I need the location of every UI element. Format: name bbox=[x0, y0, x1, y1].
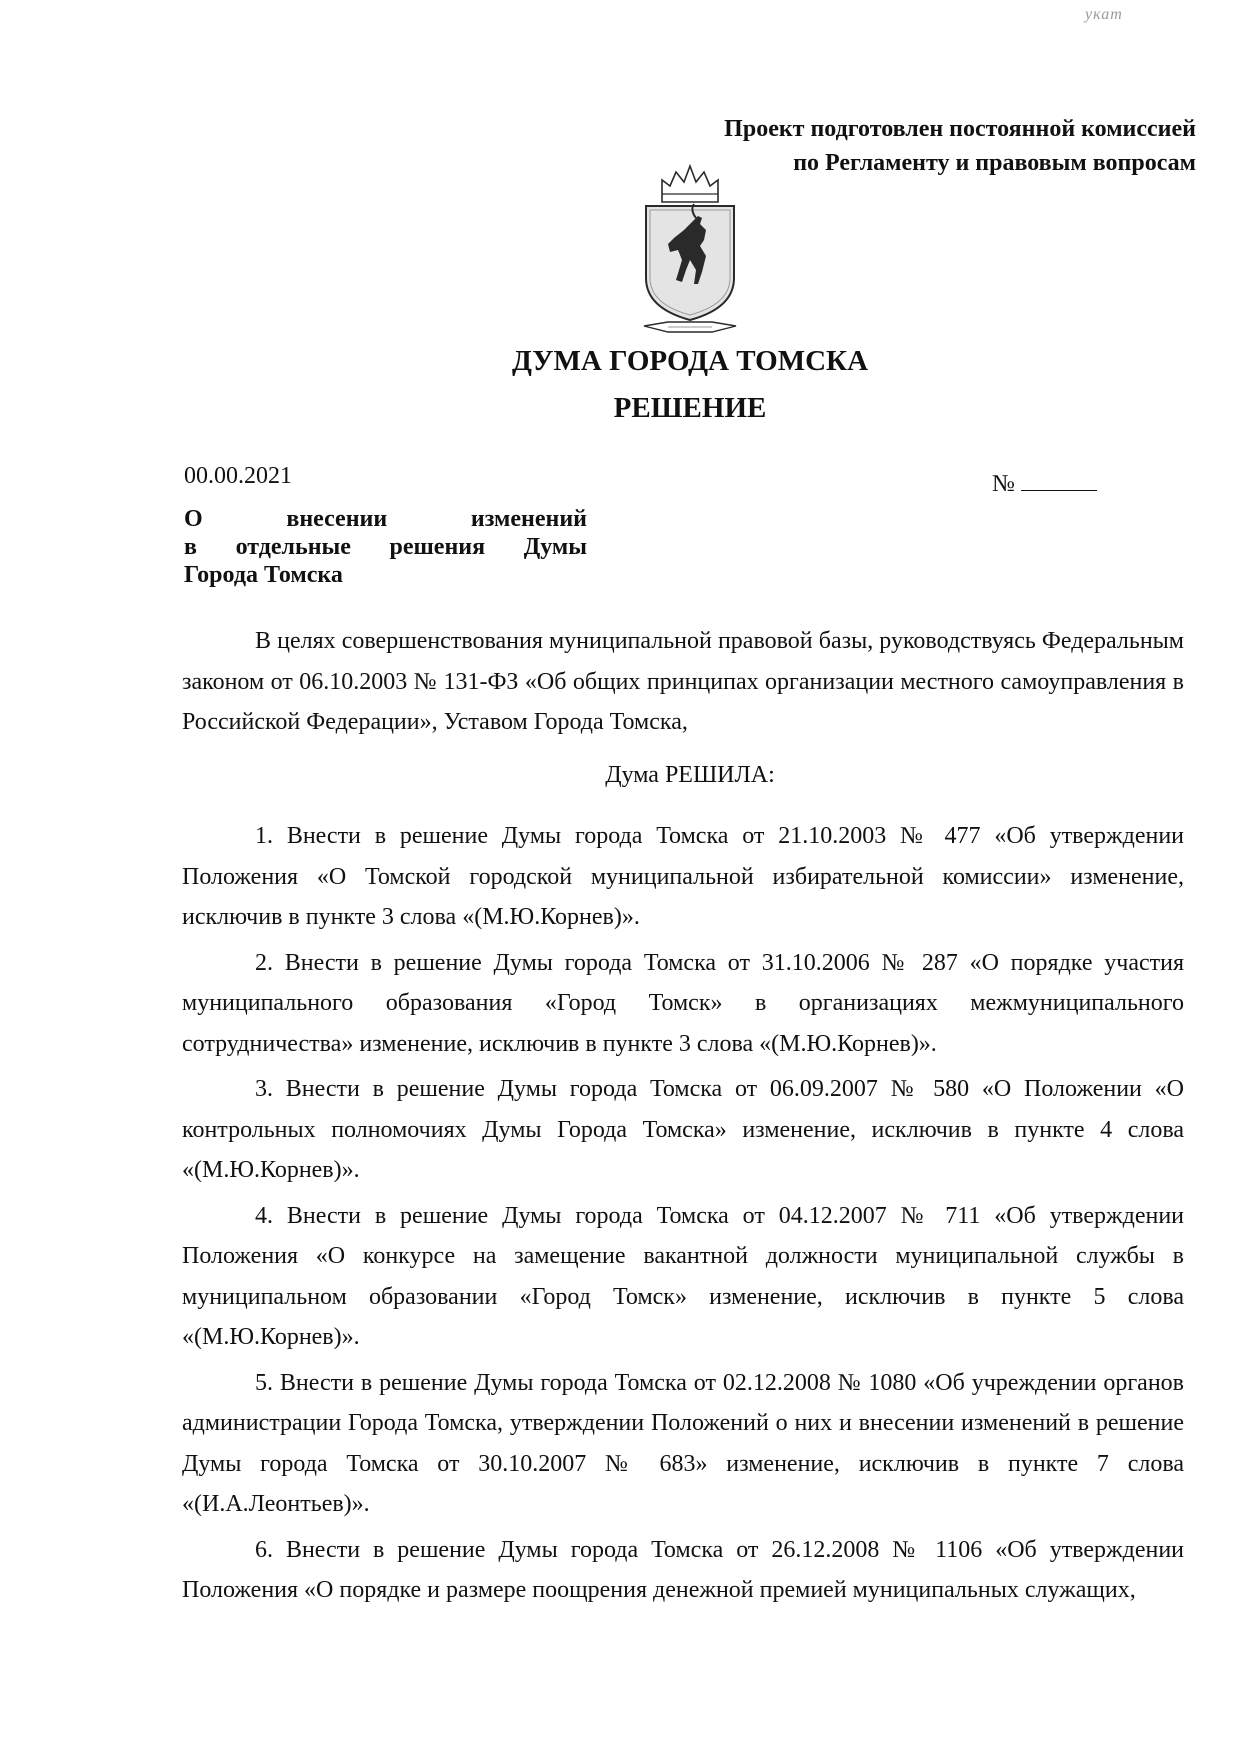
handwritten-corner-mark: укат bbox=[1085, 6, 1123, 23]
document-number bbox=[992, 468, 1097, 498]
resolution-item-2: 2. Внести в решение Думы города Томска от 31.10.2006 № 287 «О порядке участия муниципального образования «Город Томск» в организациях межмуниципального сотрудничества» изменение, исключив в пункте 3 слова «(М.Ю.Корнев)». bbox=[182, 949, 1184, 1057]
document-subject bbox=[184, 505, 587, 589]
project-note-line-2: по Регламенту и правовым вопросам bbox=[793, 150, 1196, 176]
document-org-title: ДУМА ГОРОДА ТОМСКА bbox=[511, 345, 869, 377]
resolution-item-5: 5. Внести в решение Думы города Томска от 02.12.2008 № 1080 «Об учреждении органов администрации Города Томска, утверждении Положений о них и внесении изменений в решение Думы города Томска от 30.10.2007 № 683» изменение, исключив в пункте 7 слова «(И.А.Леонтьев)». bbox=[182, 1369, 1184, 1517]
project-prepared-note bbox=[724, 112, 1196, 180]
project-note-line-1: Проект подготовлен постоянной комиссией bbox=[724, 116, 1196, 142]
subject-line-2: в отдельные решения Думы bbox=[184, 534, 587, 560]
subject-line-1: О внесении изменений bbox=[184, 506, 587, 532]
resolution-items bbox=[182, 816, 1184, 1616]
resolution-item-4: 4. Внести в решение Думы города Томска от 04.12.2007 № 711 «Об утверждении Положения «О конкурсе на замещение вакантной должности муниципальной службы в муниципальном образовании «Город Томск» изменение, исключив в пункте 5 слова «(М.Ю.Корнев)». bbox=[182, 1202, 1184, 1350]
preamble-text: В целях совершенствования муниципальной правовой базы, руководствуясь Федеральным законом от 06.10.2003 № 131-ФЗ «Об общих принципах организации местного самоуправления в Российской Федерации», Уставом Города Томска, bbox=[182, 628, 1184, 735]
resolution-item-3: 3. Внести в решение Думы города Томска от 06.09.2007 № 580 «О Положении «О контрольных полномочиях Думы Города Томска» изменение, исключив в пункте 4 слова «(М.Ю.Корнев)». bbox=[182, 1076, 1184, 1183]
document-type-title: РЕШЕНИЕ bbox=[613, 392, 767, 424]
resolution-item-6: 6. Внести в решение Думы города Томска от 26.12.2008 № 1106 «Об утверждении Положения «О порядке и размере поощрения денежной премией муниципальных служащих, bbox=[182, 1536, 1184, 1603]
subject-line-3: Города Томска bbox=[184, 562, 343, 588]
number-blank-line bbox=[1021, 468, 1097, 491]
preamble bbox=[182, 621, 1184, 743]
number-label: № bbox=[992, 471, 1015, 497]
tomsk-coat-of-arms-icon bbox=[640, 160, 740, 340]
resolution-item-1: 1. Внести в решение Думы города Томска от 21.10.2003 № 477 «Об утверждении Положения «О Томской городской муниципальной избирательной комиссии» изменение, исключив в пункте 3 слова «(М.Ю.Корнев)». bbox=[182, 823, 1184, 930]
document-date: 00.00.2021 bbox=[184, 463, 292, 489]
resolved-heading: Дума РЕШИЛА: bbox=[605, 762, 775, 788]
